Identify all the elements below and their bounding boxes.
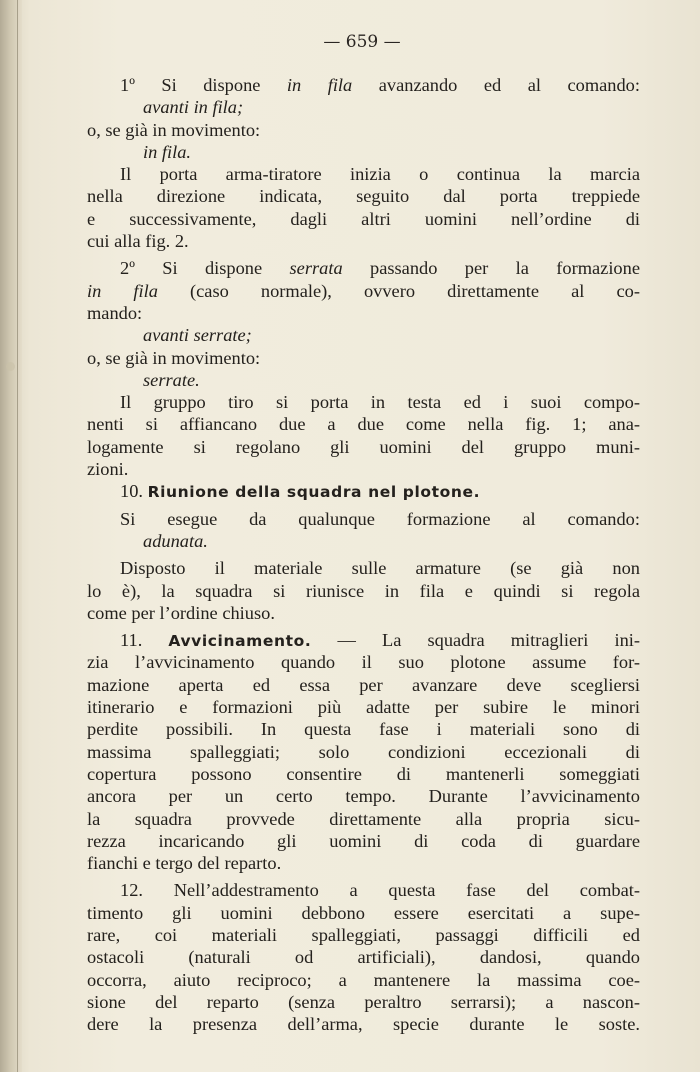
text-run: passando per la formazione xyxy=(342,258,640,279)
command-italic: serrate. xyxy=(143,369,200,390)
text-line: o, se già in movimento: xyxy=(87,347,261,368)
text-line: cui alla fig. 2. xyxy=(87,231,189,252)
section-title: Avvicinamento. xyxy=(168,632,312,651)
text-line: nella direzione indicata, seguito dal porta treppiede xyxy=(87,186,640,207)
text-line: rezza incaricando gli uomini di coda di guardare xyxy=(87,830,640,851)
page-number: — 659 — xyxy=(323,32,401,52)
page-gutter xyxy=(0,0,22,1072)
text-run: 2º Si dispone xyxy=(120,258,290,279)
text-line: Il porta arma-tiratore inizia o continua la marcia xyxy=(120,164,640,185)
text-line: sione del reparto (senza peraltro serrarsi); a nascon- xyxy=(87,991,640,1012)
text-line: ostacoli (naturali od artificiali), dandosi, quando xyxy=(87,947,640,968)
text-run: — La squadra mitraglieri ini- xyxy=(311,630,640,651)
text-line xyxy=(87,369,640,391)
text-line: nenti si affiancano due a due come nella fig. 1; ana- xyxy=(87,414,640,435)
text-line: Il gruppo tiro si porta in testa ed i suoi compo- xyxy=(120,392,640,413)
text-line xyxy=(87,141,640,163)
text-run-italic: serrata xyxy=(289,258,343,279)
text-line: occorra, aiuto reciproco; a mantenere la massima coe- xyxy=(87,969,640,990)
text-run: avanzando ed al comando: xyxy=(352,75,640,95)
paper-stain xyxy=(6,362,15,371)
text-line: come per l’ordine chiuso. xyxy=(87,602,275,623)
section-heading xyxy=(87,480,640,502)
text-run: (caso normale), ovvero direttamente al co- xyxy=(157,280,640,301)
command-italic: avanti serrate; xyxy=(143,325,252,346)
text-line: zioni. xyxy=(87,459,129,480)
text-line: logamente si regolano gli uomini del gruppo muni- xyxy=(87,436,640,457)
text-line: 12. Nell’addestramento a questa fase del combat- xyxy=(120,880,640,901)
text-run: 1º Si dispone xyxy=(120,75,287,95)
text-line xyxy=(87,324,640,346)
text-line xyxy=(87,530,640,552)
text-run-italic: in fila xyxy=(286,75,353,95)
text-line: ancora per un certo tempo. Durante l’avvicinamento xyxy=(87,786,640,807)
text-line: rare, coi materiali spalleggiati, passaggi difficili ed xyxy=(87,924,640,945)
section-number: 11. xyxy=(120,630,169,651)
text-line: o, se già in movimento: xyxy=(87,119,261,140)
text-line xyxy=(87,257,640,279)
text-line: perdite possibili. In questa fase i materiali sono di xyxy=(87,719,640,740)
section-title: Riunione della squadra nel plotone. xyxy=(147,483,481,502)
text-run-italic: in fila xyxy=(87,280,158,301)
text-line xyxy=(87,96,640,118)
text-line: Disposto il materiale sulle armature (se già non xyxy=(120,558,640,579)
text-line: itinerario e formazioni più adatte per subire le minori xyxy=(87,697,640,718)
text-line: mazione aperta ed essa per avanzare deve scegliersi xyxy=(87,674,640,695)
command-italic: avanti in fila; xyxy=(143,97,244,118)
section-heading xyxy=(87,629,640,651)
text-line xyxy=(87,280,640,302)
text-line: massima spalleggiati; solo condizioni eccezionali di xyxy=(87,741,640,762)
text-line: la squadra provvede direttamente alla propria sicu- xyxy=(87,808,640,829)
text-line: dere la presenza dell’arma, specie durante le soste. xyxy=(87,1014,640,1035)
command-italic: in fila. xyxy=(143,141,192,162)
text-line: lo è), la squadra si riunisce in fila e quindi si regola xyxy=(87,580,640,601)
binding-edge xyxy=(17,0,18,1072)
text-line: copertura possono consentire di mantenerli someggiati xyxy=(87,763,640,784)
text-line: e successivamente, dagli altri uomini nell’ordine di xyxy=(87,208,640,229)
text-line xyxy=(87,74,640,96)
body-text xyxy=(87,74,640,1035)
text-line: Si esegue da qualunque formazione al comando: xyxy=(120,508,640,529)
text-line: fianchi e tergo del reparto. xyxy=(87,853,282,874)
text-line: timento gli uomini debbono essere esercitati a supe- xyxy=(87,902,640,923)
section-number: 10. xyxy=(120,481,148,502)
text-line: mando: xyxy=(87,302,143,323)
text-line: zia l’avvicinamento quando il suo plotone assume for- xyxy=(87,652,640,673)
command-italic: adunata. xyxy=(143,530,208,551)
